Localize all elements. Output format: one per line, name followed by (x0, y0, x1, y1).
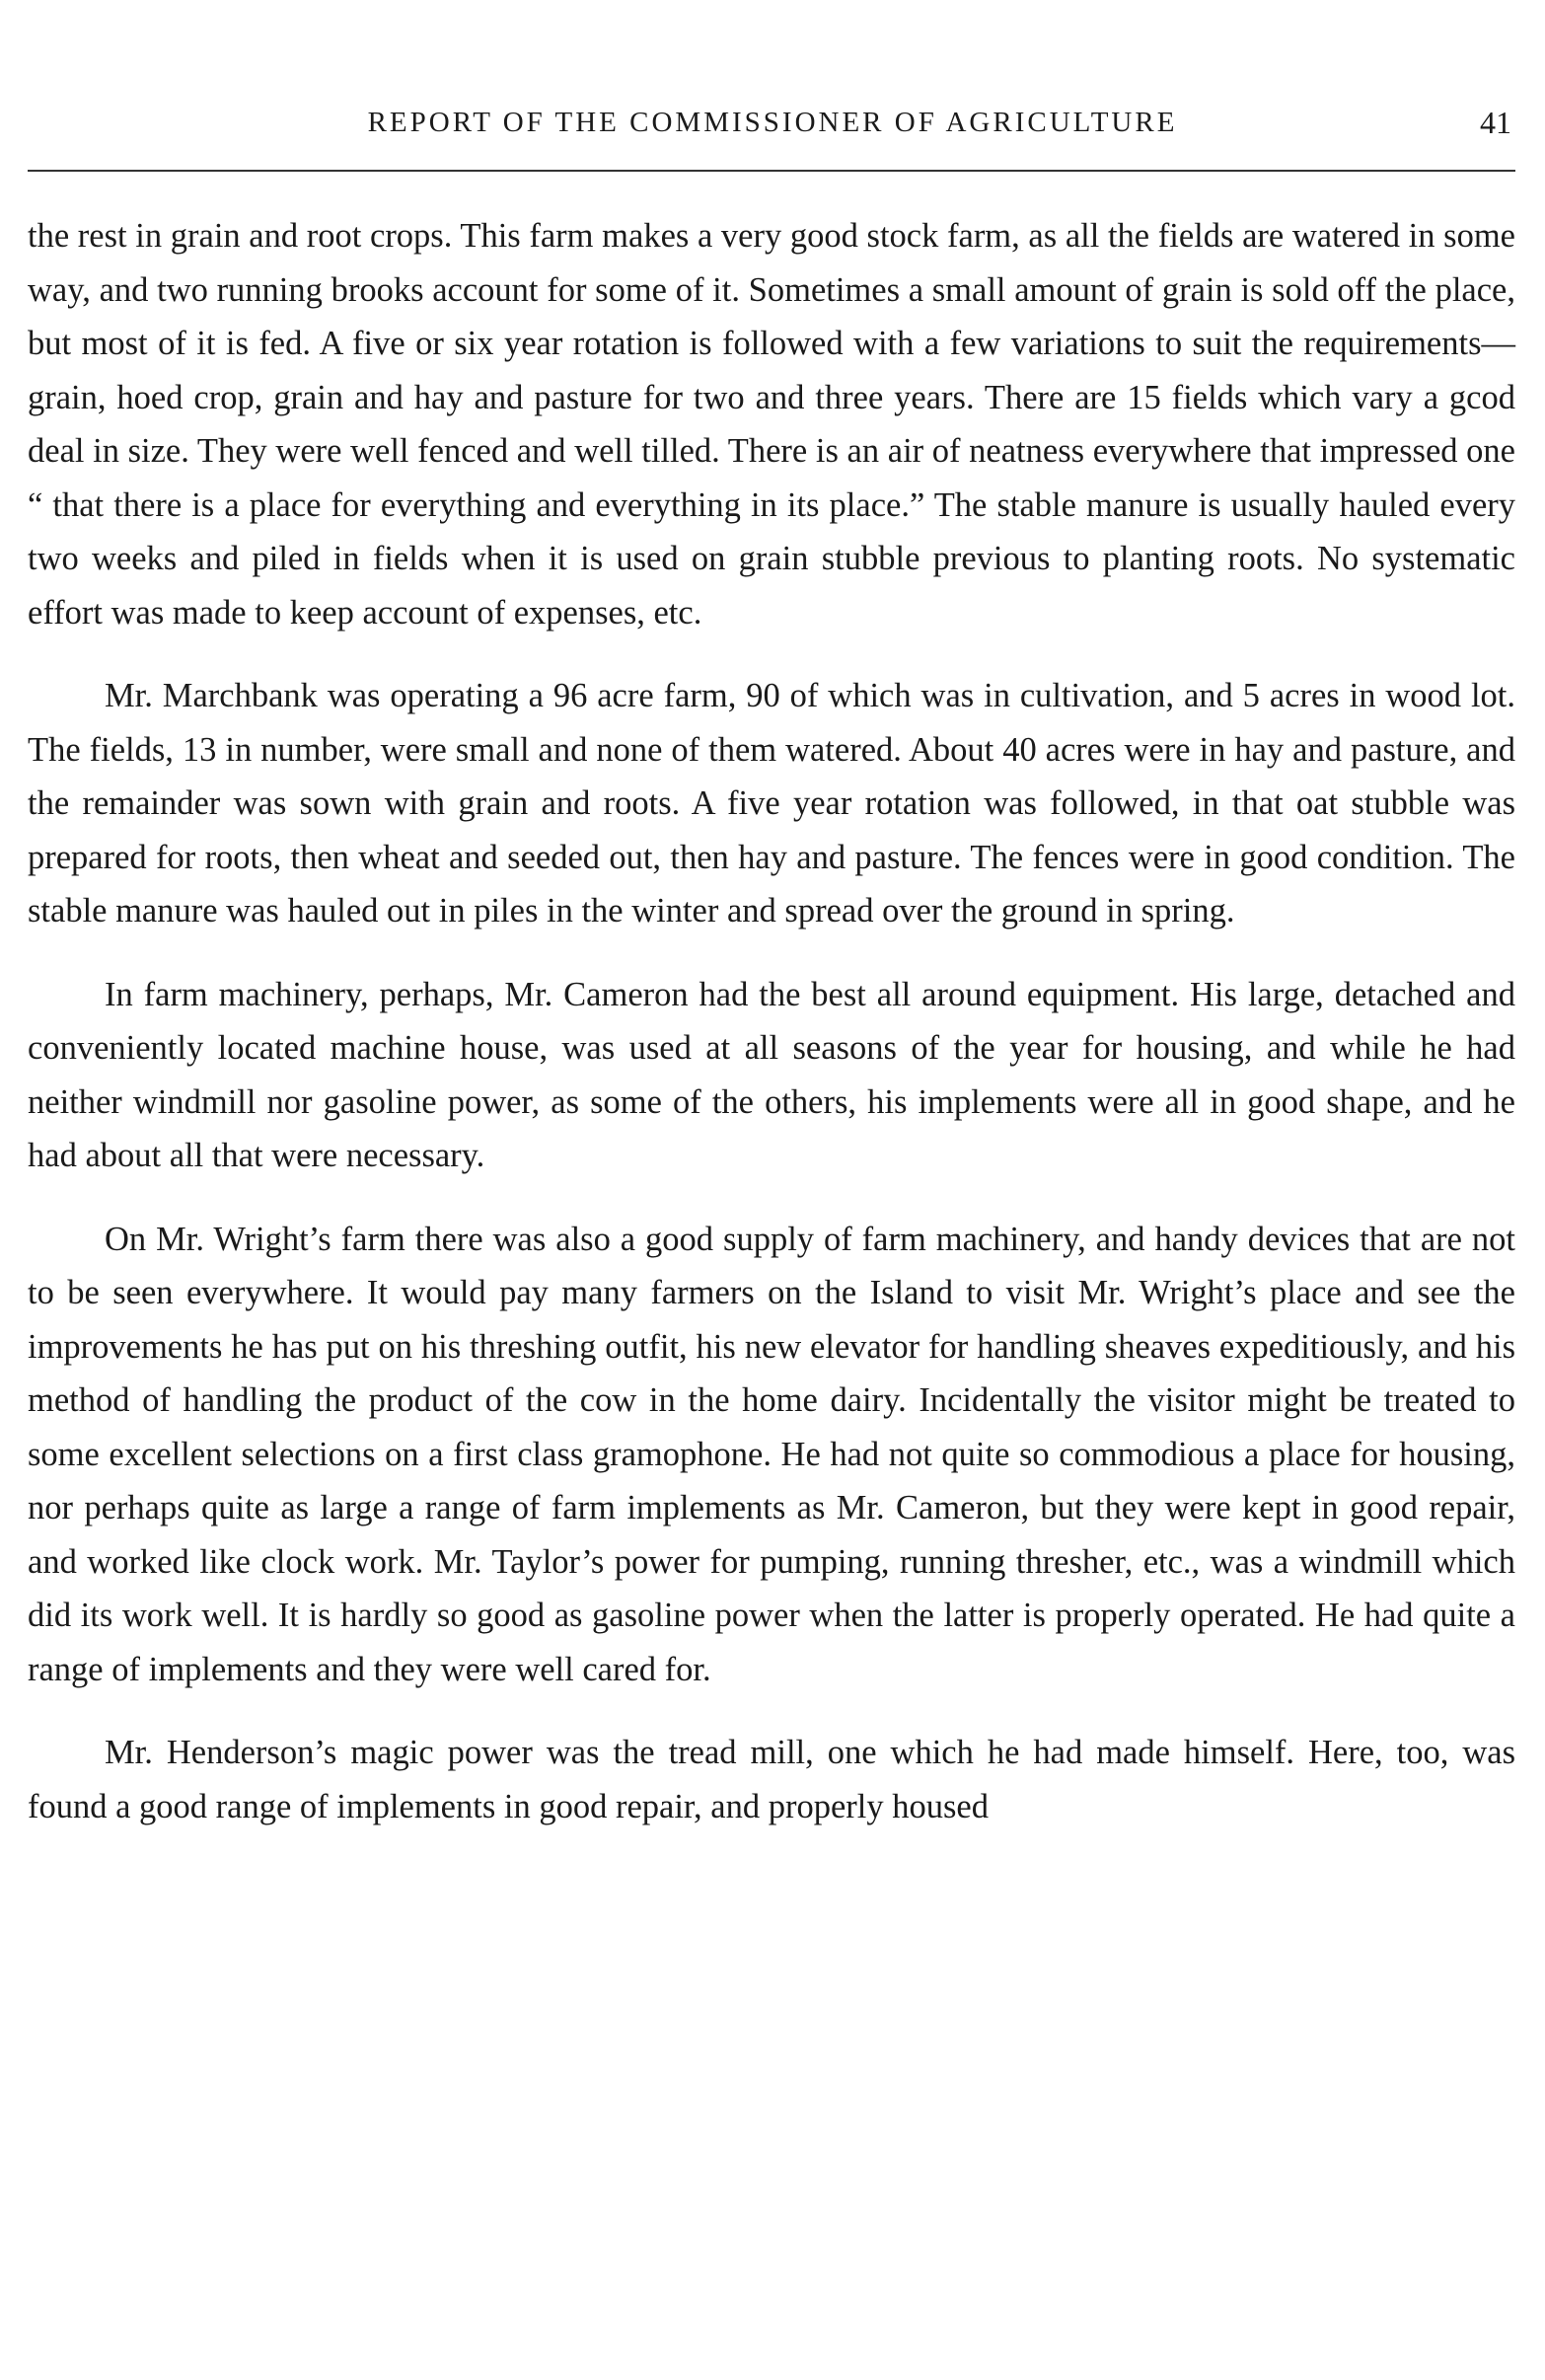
page-number: 41 (1480, 105, 1511, 140)
running-title: REPORT OF THE COMMISSIONER OF AGRICULTURE (367, 107, 1178, 138)
paragraph-4: On Mr. Wright’s farm there was also a good supply of farm machinery, and handy devices that are not to be seen everywhere. It would pay many farmers on the Island to visit Mr. Wright’s place and see the improvements he has put on his threshing outfit, his new elevator for handling sheaves expeditiously, and his method of handling the product of the cow in the home dairy. Incidentally the visitor might be treated to some excellent selections on a first class gramophone. He had not quite so commodious a place for housing, nor perhaps quite as large a range of farm implements as Mr. Cameron, but they were kept in good repair, and worked like clock work. Mr. Taylor’s power for pumping, running thresher, etc., was a windmill which did its work well. It is hardly so good as gasoline power when the latter is properly operated. He had quite a range of implements and they were well cared for. (28, 1220, 1515, 1688)
document-page (28, 0, 1517, 2380)
paragraph-1: the rest in grain and root crops. This farm makes a very good stock farm, as all the fields are watered in some way, and two running brooks account for some of it. Sometimes a small amount of grain is sold off the place, but most of it is fed. A five or six year rotation is followed with a few variations to suit the requirements—grain, hoed crop, grain and hay and pasture for two and three years. There are 15 fields which vary a gcod deal in size. They were well fenced and well tilled. There is an air of neatness everywhere that impressed one “ that there is a place for everything and everything in its place.” The stable manure is usually hauled every two weeks and piled in fields when it is used on grain stubble previous to planting roots. No systematic effort was made to keep account of expenses, etc. (28, 217, 1515, 632)
header-rule (28, 170, 1515, 172)
body-text (28, 209, 1515, 1863)
paragraph-3: In farm machinery, perhaps, Mr. Cameron had the best all around equipment. His large, detached and conveniently located machine house, was used at all seasons of the year for housing, and while he had neither windmill nor gasoline power, as some of the others, his implements were all in good shape, and he had about all that were necessary. (28, 975, 1515, 1174)
paragraph-5: Mr. Henderson’s magic power was the tread mill, one which he had made himself. Here, too, was found a good range of implements in good repair, and properly housed (28, 1734, 1515, 1825)
running-head (28, 97, 1517, 156)
paragraph-2: Mr. Marchbank was operating a 96 acre farm, 90 of which was in cultivation, and 5 acres in wood lot. The fields, 13 in number, were small and none of them watered. About 40 acres were in hay and pasture, and the remainder was sown with grain and roots. A five year rotation was followed, in that oat stubble was prepared for roots, then wheat and seeded out, then hay and pasture. The fences were in good condition. The stable manure was hauled out in piles in the winter and spread over the ground in spring. (28, 677, 1515, 930)
